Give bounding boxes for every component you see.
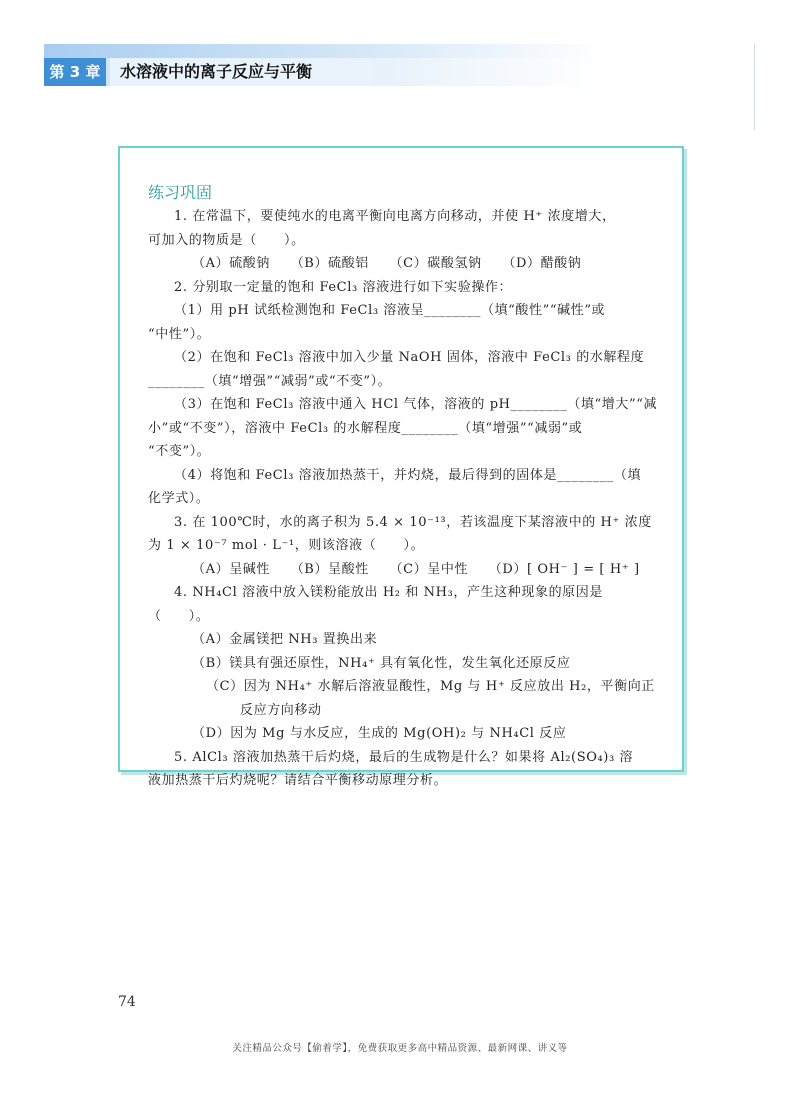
q4-option-d: （D）因为 Mg 与水反应，生成的 Mg(OH)₂ 与 NH₄Cl 反应 xyxy=(192,726,567,741)
q2-3-line-1: （3）在饱和 FeCl₃ 溶液中通入 HCl 气体，溶液的 pH________（填“增大”“减 xyxy=(174,397,658,412)
margin-rule xyxy=(754,44,755,130)
q2-1-line-1: （1）用 pH 试纸检测饱和 FeCl₃ 溶液呈________（填“酸性”“碱性”或 xyxy=(174,303,606,318)
chapter-label: 第 3 章 xyxy=(44,58,106,86)
page-number: 74 xyxy=(118,994,136,1010)
q2-4-line-1: （4）将饱和 FeCl₃ 溶液加热蒸干，并灼烧，最后得到的固体是________（填 xyxy=(174,467,642,483)
q2-4-line-2: 化学式）。 xyxy=(148,491,210,506)
exercise-title: 练习巩固 xyxy=(148,183,213,202)
q4-option-c: （C）因为 NH₄⁺ 水解后溶液显酸性，Mg 与 H⁺ 反应放出 H₂，平衡向正反应方向移动 xyxy=(206,679,655,718)
q1-line-1: 1. 在常温下，要使纯水的电离平衡向电离方向移动，并使 H⁺ 浓度增大， xyxy=(174,209,616,224)
footer-note: 关注精品公众号【偷着学】，免费获取更多高中精品资源、最新网课、讲义等 xyxy=(232,1043,568,1054)
q3-line-2: 为 1 × 10⁻⁷ mol · L⁻¹，则该溶液（ ）。 xyxy=(148,538,425,553)
q2-3-line-2: 小”或“不变”），溶液中 FeCl₃ 的水解程度________（填“增强”“减弱”或 xyxy=(148,420,583,436)
q4-option-a: （A）金属镁把 NH₃ 置换出来 xyxy=(192,632,378,647)
q2-2-line-2: ________（填“增强”“减弱”或“不变”）。 xyxy=(148,373,392,389)
q2-2-line-1: （2）在饱和 FeCl₃ 溶液中加入少量 NaOH 固体，溶液中 FeCl₃ 的水解程度 xyxy=(174,350,645,365)
exercise-body xyxy=(148,205,662,793)
q1-options: （A）硫酸钠 （B）硫酸铝 （C）碳酸氢钠 （D）醋酸钠 xyxy=(192,256,582,271)
q3-line-1: 3. 在 100℃时，水的离子积为 5.4 × 10⁻¹³，若该温度下某溶液中的 H⁺ 浓度 xyxy=(174,514,652,530)
q5-line-2: 液加热蒸干后灼烧呢？请结合平衡移动原理分析。 xyxy=(148,773,448,788)
q5-line-1: 5. AlCl₃ 溶液加热蒸干后灼烧，最后的生成物是什么？如果将 Al₂(SO₄)₃ 溶 xyxy=(174,749,634,765)
q1-line-2: 可加入的物质是（ ）。 xyxy=(148,232,305,248)
q4-option-b: （B）镁具有强还原性，NH₄⁺ 具有氧化性，发生氧化还原反应 xyxy=(192,655,571,671)
q2-3-line-3: “不变”）。 xyxy=(148,444,211,459)
chapter-title: 水溶液中的离子反应与平衡 xyxy=(110,58,374,86)
q2-line-1: 2. 分别取一定量的饱和 FeCl₃ 溶液进行如下实验操作： xyxy=(174,279,513,295)
q4-line-1: 4. NH₄Cl 溶液中放入镁粉能放出 H₂ 和 NH₃，产生这种现象的原因是（ ）。 xyxy=(148,585,603,624)
header-band-top xyxy=(44,44,604,58)
exercise-box xyxy=(118,146,684,788)
q2-1-line-2: “中性”）。 xyxy=(148,326,211,342)
q3-options: （A）呈碱性 （B）呈酸性 （C）呈中性 （D）[ OH⁻ ] = [ H⁺ ] xyxy=(192,561,640,577)
